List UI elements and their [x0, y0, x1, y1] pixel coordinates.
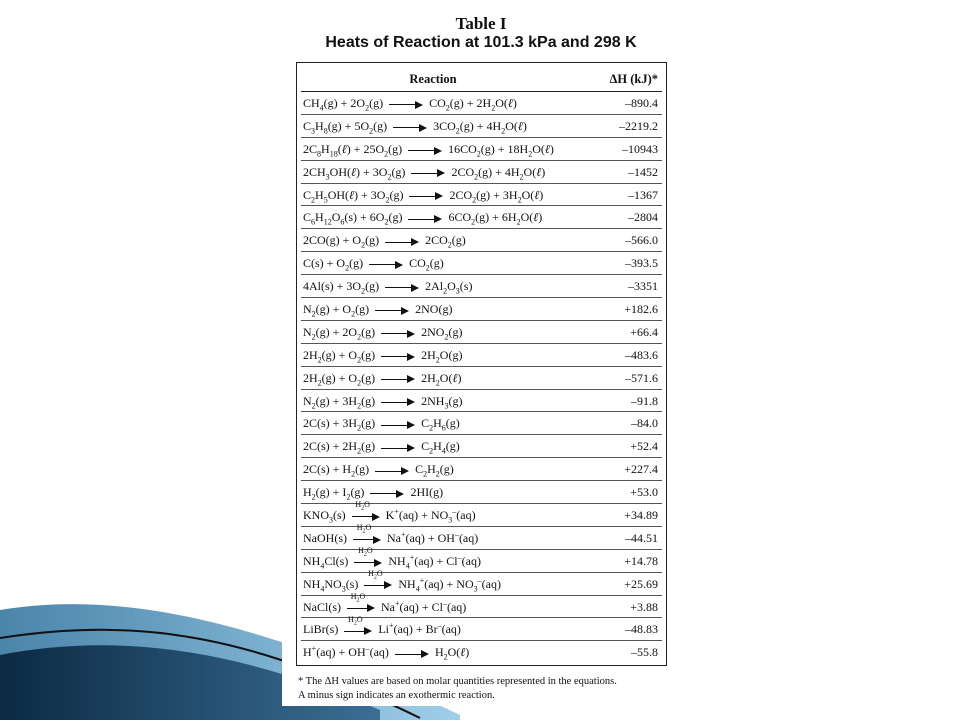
reaction-equation: $N_2(g) + 3H_2(g)$ $2NH_3(g)$	[303, 393, 463, 410]
reaction-arrow-icon	[408, 214, 442, 224]
reaction-equation: $2C_8H_{18}(\ell) + 25O_2(g) 16CO_2(g)$ + $18H_2O(\ell)$	[303, 141, 554, 159]
delta-h-value: +53.0	[630, 485, 658, 500]
reaction-arrow-icon	[389, 99, 423, 109]
table-document	[282, 0, 680, 706]
delta-h-value: –571.6	[625, 370, 658, 385]
delta-h-value: –566.0	[625, 233, 658, 248]
table-title: Heats of Reaction at 101.3 kPa and 298 K	[325, 34, 637, 51]
reaction-arrow-icon	[381, 397, 415, 407]
reaction-equation: $NH_4NO_3(s)$ $H_2O$ $NH_4^+(aq) + NO_3^-(aq)$	[303, 568, 501, 594]
delta-h-value: +25.69	[624, 576, 658, 591]
reaction-equation: $C_2H_5OH(\ell) + 3O_2(g) 2CO_2(g)$ + $3H_2O(\ell)$	[303, 187, 544, 204]
reaction-arrow-icon	[411, 168, 445, 178]
table-row	[301, 390, 662, 413]
delta-h-value: –91.8	[631, 393, 658, 408]
footnote-exothermic: A minus sign indicates an exothermic reaction.	[298, 690, 495, 701]
header-reaction: Reaction	[409, 72, 457, 86]
table-row	[301, 275, 662, 298]
reaction-arrow-icon	[381, 443, 415, 453]
reaction-arrow-icon	[393, 122, 427, 132]
reaction-equation: $2C(s) + 2H_2(g)$ $C_2H_4(g)$	[303, 439, 460, 456]
table-row	[301, 344, 662, 367]
reaction-arrow-icon	[381, 420, 415, 430]
table-row	[301, 138, 662, 161]
reaction-equation: $C_3H_8(g) + 5O_2(g) 3CO_2(g)$ + $4H_2O(\ell)$	[303, 118, 527, 136]
delta-h-value: +52.4	[630, 439, 658, 454]
reaction-equation: H+(aq) + OH–(aq) $H_2O(\ell)$	[303, 644, 470, 662]
table-row	[301, 435, 662, 458]
table-row	[301, 614, 662, 641]
table-row	[301, 229, 662, 252]
table-row	[301, 115, 662, 138]
reaction-arrow-icon	[385, 237, 419, 247]
footnote-molar: * The ΔH values are based on molar quantities represented in the equations.	[298, 676, 617, 687]
reaction-arrow-icon	[381, 351, 415, 361]
table-row	[301, 546, 662, 573]
reaction-arrow-icon	[409, 191, 443, 201]
reaction-arrow-icon	[375, 466, 409, 476]
table-row	[301, 92, 662, 115]
reaction-equation: NaOH(s) $H_2O$ Na+(aq) + OH–(aq)	[303, 523, 479, 545]
delta-h-value: –890.4	[625, 96, 658, 110]
reaction-equation: $2H_2(g) + O_2(g)$ $2H_2O(g)$	[303, 347, 463, 365]
reaction-arrow-icon: $H_2O$	[353, 534, 381, 544]
table-body	[301, 92, 662, 664]
delta-h-value: +34.89	[624, 508, 658, 523]
table-row	[301, 321, 662, 344]
delta-h-value: –3351	[628, 279, 658, 294]
reaction-arrow-icon: $H_2O$	[347, 603, 375, 613]
table-row	[301, 458, 662, 481]
reaction-arrow-icon: $H_2O$	[344, 626, 372, 636]
reaction-arrow-icon	[375, 305, 409, 315]
reaction-arrow-icon	[381, 374, 415, 384]
delta-h-value: –84.0	[631, 416, 658, 431]
reaction-equation: $KNO_3(s)$ $H_2O$ $K^+(aq) + NO_3^-(aq)$	[303, 500, 476, 525]
reaction-equation: $2CO(g) + O_2(g)$ $2CO_2(g)$	[303, 233, 466, 250]
delta-h-value: –2804	[628, 210, 658, 225]
reaction-equation: $C_6H_{12}O_6(s) + 6O_2(g) 6CO_2(g)$ + $6H_2O(\ell)$	[303, 210, 543, 227]
delta-h-value: –10943	[622, 141, 658, 156]
reaction-arrow-icon: $H_2O$	[352, 511, 380, 521]
reaction-arrow-icon	[408, 145, 442, 155]
table-label: Table I	[455, 14, 507, 33]
table-row	[301, 161, 662, 184]
delta-h-value: +227.4	[624, 462, 658, 477]
reaction-arrow-icon: $H_2O$	[354, 557, 382, 567]
reaction-equation: $CH_4(g) + 2O_2(g) CO_2(g)$ + $2H_2O(\ell)$	[303, 96, 517, 113]
delta-h-value: +14.78	[624, 553, 658, 568]
table-header	[301, 67, 662, 92]
delta-h-value: –1452	[628, 164, 658, 179]
delta-h-value: +182.6	[624, 302, 658, 317]
delta-h-value: –48.83	[625, 622, 658, 637]
reaction-equation: $4Al(s) + 3O_2(g)$ $2Al_2O_3(s)$	[303, 279, 473, 296]
reaction-equation: $NH_4Cl(s)$ $H_2O$ $NH_4^+(aq) + Cl^-(aq)$	[303, 546, 481, 571]
delta-h-value: –44.51	[625, 530, 658, 545]
table-row	[301, 412, 662, 435]
delta-h-value: –1367	[628, 187, 658, 202]
delta-h-value: +66.4	[630, 324, 658, 339]
reaction-equation: $2C(s) + H_2(g)$ $C_2H_2(g)$	[303, 462, 454, 479]
table-row	[301, 298, 662, 321]
reaction-equation: $2C(s) + 3H_2(g)$ $C_2H_6(g)$	[303, 416, 460, 433]
table-row	[301, 206, 662, 229]
delta-h-value: –55.8	[631, 645, 658, 660]
heats-of-reaction-table	[296, 62, 667, 666]
delta-h-value: +3.88	[630, 599, 658, 614]
reaction-equation: $H_2(g) + I_2(g)$ 2HI(g)	[303, 485, 444, 502]
reaction-arrow-icon	[369, 259, 403, 269]
reaction-arrow-icon	[381, 328, 415, 338]
table-row	[301, 184, 662, 207]
table-row	[301, 252, 662, 275]
delta-h-value: –2219.2	[619, 118, 658, 133]
reaction-equation: $N_2(g) + 2O_2(g)$ $2NO_2(g)$	[303, 324, 463, 342]
reaction-equation: $C(s) + O_2(g)$ $CO_2(g)$	[303, 256, 444, 273]
delta-h-value: –483.6	[625, 347, 658, 362]
reaction-equation: LiBr(s) $H_2O$ Li+(aq) + Br–(aq)	[303, 614, 461, 637]
reaction-arrow-icon: $H_2O$	[364, 580, 392, 590]
delta-h-value: –393.5	[625, 256, 658, 271]
reaction-equation: NaCl(s) $H_2O$ Na+(aq) + Cl–(aq)	[303, 591, 467, 614]
header-delta-h: ΔH (kJ)*	[609, 72, 658, 86]
reaction-arrow-icon	[370, 488, 404, 498]
reaction-arrow-icon	[385, 282, 419, 292]
reaction-equation: $2CH_3OH(\ell) + 3O_2(g) 2CO_2(g)$ + $4H_2O(\ell)$	[303, 164, 546, 182]
table-row	[301, 641, 662, 664]
reaction-equation: $N_2(g) + O_2(g)$ 2NO(g)	[303, 302, 453, 319]
table-row	[301, 367, 662, 390]
reaction-arrow-icon	[395, 649, 429, 659]
reaction-equation: $2H_2(g) + O_2(g)$ $2H_2O(\ell)$	[303, 370, 462, 388]
